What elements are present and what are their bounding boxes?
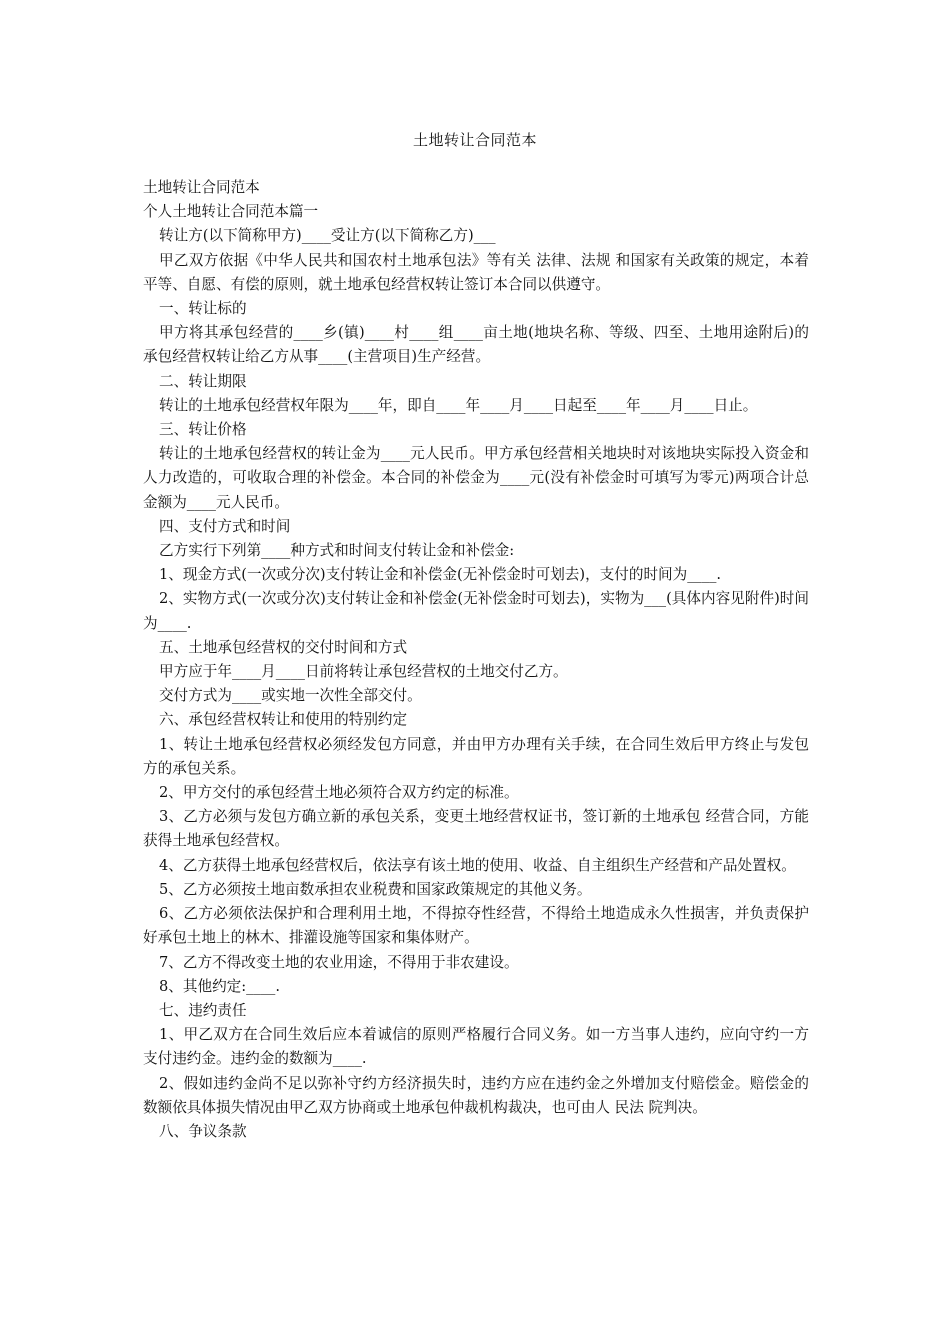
- document-paragraph: 7、乙方不得改变土地的农业用途，不得用于非农建设。: [159, 953, 519, 971]
- document-paragraph: 交付方式为____或实地一次性全部交付。: [159, 687, 422, 705]
- document-paragraph: 六、承包经营权转让和使用的特别约定: [159, 711, 408, 729]
- document-paragraph: 甲方应于年____月____日前将转让承包经营权的土地交付乙方。: [159, 663, 568, 681]
- document-paragraph: 土地转让合同范本: [143, 179, 260, 196]
- document-paragraph: 甲方将其承包经营的____乡(镇)____村____组____亩土地(地块名称、等级、四至、土地用途附后)的承包经营权转让给乙方从事____(主营项目)生产经营。: [143, 324, 809, 366]
- document-paragraph: 3、乙方必须与发包方确立新的承包关系，变更土地经营权证书，签订新的土地承包 经营合同，方能获得土地承包经营权。: [143, 808, 809, 850]
- document-paragraph: 乙方实行下列第____种方式和时间支付转让金和补偿金:: [159, 542, 515, 560]
- document-paragraph: 四、支付方式和时间: [159, 517, 291, 535]
- document-paragraph: 转让的土地承包经营权年限为____年，即自____年____月____日起至____年____月____日止。: [159, 396, 758, 414]
- document-paragraph: 三、转让价格: [159, 421, 247, 439]
- document-body: [143, 176, 809, 1144]
- document-paragraph: 八、争议条款: [159, 1122, 247, 1140]
- document-paragraph: 二、转让期限: [159, 372, 247, 390]
- document-paragraph: 1、现金方式(一次或分次)支付转让金和补偿金(无补偿金时可划去)，支付的时间为____.: [159, 566, 722, 584]
- document-paragraph: 4、乙方获得土地承包经营权后，依法享有该土地的使用、收益、自主组织生产经营和产品处置权。: [159, 856, 796, 874]
- document-paragraph: 转让方(以下简称甲方)____受让方(以下简称乙方)___: [159, 227, 496, 245]
- document-paragraph: 1、转让土地承包经营权必须经发包方同意，并由甲方办理有关手续，在合同生效后甲方终止与发包方的承包关系。: [143, 735, 809, 777]
- document-paragraph: 五、土地承包经营权的交付时间和方式: [159, 638, 408, 656]
- document-paragraph: 七、违约责任: [159, 1001, 247, 1019]
- document-paragraph: 5、乙方必须按土地亩数承担农业税费和国家政策规定的其他义务。: [159, 880, 592, 898]
- document-paragraph: 1、甲乙双方在合同生效后应本着诚信的原则严格履行合同义务。如一方当事人违约，应向守约一方支付违约金。违约金的数额为____.: [143, 1026, 809, 1068]
- document-paragraph: 8、其他约定:____.: [159, 977, 280, 995]
- document-paragraph: 6、乙方必须依法保护和合理利用土地，不得掠夺性经营，不得给土地造成永久性损害，并负责保护好承包土地上的林木、排灌设施等国家和集体财产。: [143, 905, 809, 947]
- document-paragraph: 一、转让标的: [159, 300, 247, 318]
- document-paragraph: 2、甲方交付的承包经营土地必须符合双方约定的标准。: [159, 784, 519, 802]
- document-paragraph: 个人土地转让合同范本篇一: [143, 203, 319, 221]
- document-paragraph: 2、实物方式(一次或分次)支付转让金和补偿金(无补偿金时可划去)，实物为___(具体内容见附件)时间为____.: [143, 590, 809, 632]
- document-paragraph: 2、假如违约金尚不足以弥补守约方经济损失时，违约方应在违约金之外增加支付赔偿金。赔偿金的数额依具体损失情况由甲乙双方协商或土地承包仲裁机构裁决，也可由人 民法 院判决。: [143, 1074, 809, 1116]
- document-title: 土地转让合同范本: [412, 131, 537, 149]
- document-paragraph: 甲乙双方依据《中华人民共和国农村土地承包法》等有关 法律、法规 和国家有关政策的规定，本着平等、自愿、有偿的原则，就土地承包经营权转让签订本合同以供遵守。: [143, 251, 809, 293]
- document-paragraph: 转让的土地承包经营权的转让金为____元人民币。甲方承包经营相关地块时对该地块实际投入资金和人力改造的，可收取合理的补偿金。本合同的补偿金为____元(没有补偿金时可填写为零元)两项合计总金额为____元人民币。: [143, 445, 809, 511]
